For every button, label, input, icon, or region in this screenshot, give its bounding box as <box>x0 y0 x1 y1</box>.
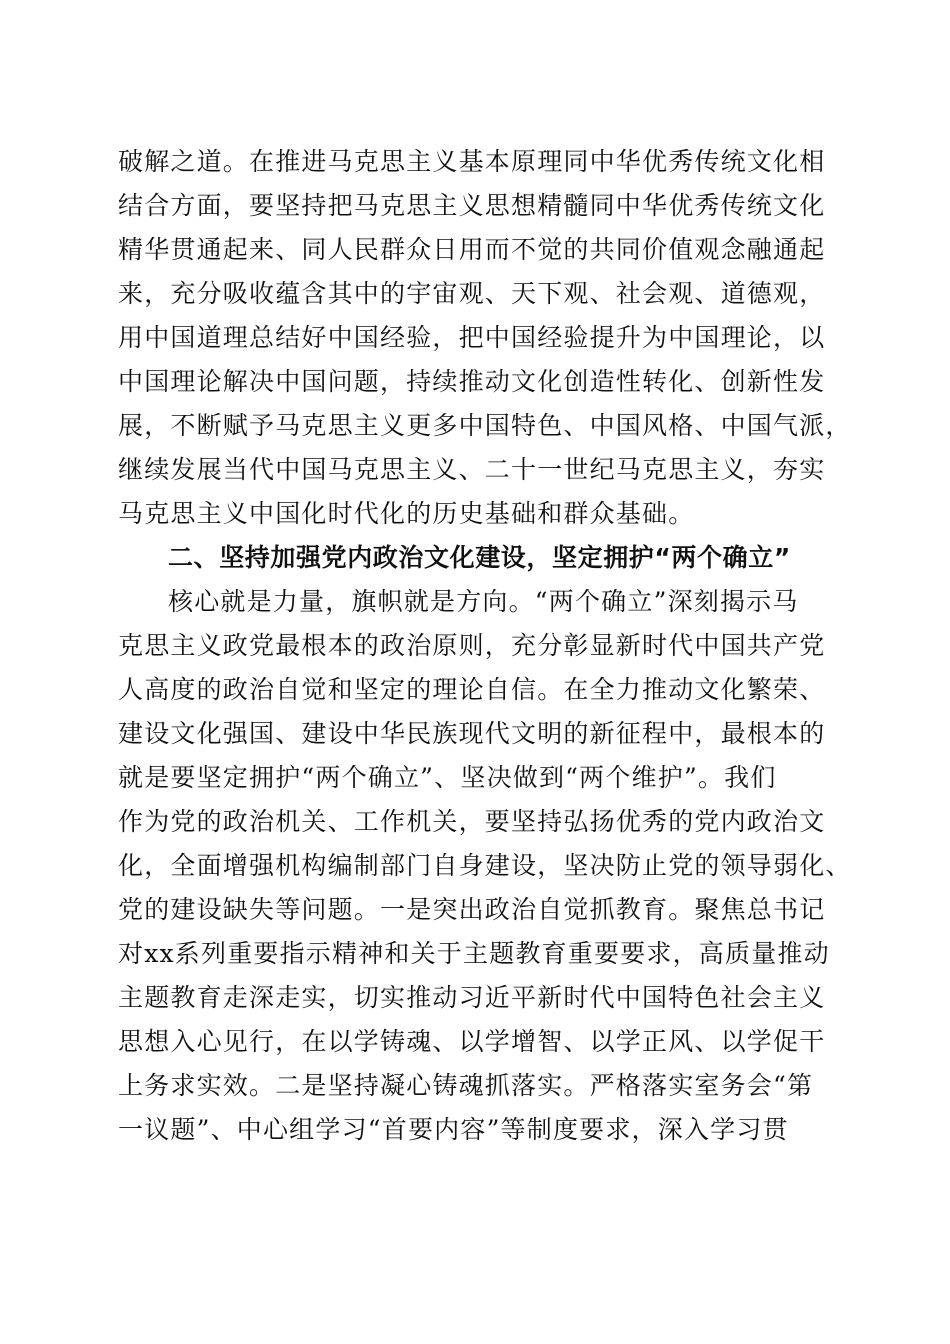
body-text-line: 党的建设缺失等问题。一是突出政治自觉抓教育。聚焦总书记 <box>118 895 826 924</box>
body-text-line: 精华贯通起来、同人民群众日用而不觉的共同价值观念融通起 <box>118 235 826 264</box>
body-text-line: 人高度的政治自觉和坚定的理论自信。在全力推动文化繁荣、 <box>118 675 826 704</box>
body-text-line: 作为党的政治机关、工作机关，要坚持弘扬优秀的党内政治文 <box>118 807 826 836</box>
body-text-line: 中国理论解决中国问题，持续推动文化创造性转化、创新性发 <box>118 367 826 396</box>
body-text-line: 化，全面增强机构编制部门自身建设，坚决防止党的领导弱化、 <box>118 851 852 880</box>
body-text-line: 来，充分吸收蕴含其中的宇宙观、天下观、社会观、道德观， <box>118 279 826 308</box>
body-text-line: 上务求实效。二是坚持凝心铸魂抓落实。严格落实室务会“第 <box>118 1071 814 1100</box>
body-text-line: 对xx系列重要指示精神和关于主题教育重要要求，高质量推动 <box>118 939 830 968</box>
body-text-line: 主题教育走深走实，切实推动习近平新时代中国特色社会主义 <box>118 983 826 1012</box>
body-text-line: 思想入心见行，在以学铸魂、以学增智、以学正风、以学促干 <box>118 1027 826 1056</box>
body-text-line: 马克思主义中国化时代化的历史基础和群众基础。 <box>118 499 695 528</box>
body-text-line: 建设文化强国、建设中华民族现代文明的新征程中，最根本的 <box>118 719 826 748</box>
body-text-line: 就是要坚定拥护“两个确立”、坚决做到“两个维护”。我们 <box>118 763 777 792</box>
section-heading: 二、坚持加强党内政治文化建设，坚定拥护“两个确立” <box>168 543 791 572</box>
body-text-line: 克思主义政党最根本的政治原则，充分彰显新时代中国共产党 <box>118 631 826 660</box>
body-text-line: 结合方面，要坚持把马克思主义思想精髓同中华优秀传统文化 <box>118 191 826 220</box>
body-text-line: 一议题”、中心组学习“首要内容”等制度要求，深入学习贯 <box>118 1115 789 1144</box>
paragraph-first-line: 核心就是力量，旗帜就是方向。“两个确立”深刻揭示马 <box>168 587 799 616</box>
body-text-line: 继续发展当代中国马克思主义、二十一世纪马克思主义，夯实 <box>118 455 826 484</box>
body-text-line: 破解之道。在推进马克思主义基本原理同中华优秀传统文化相 <box>118 147 826 176</box>
body-text-line: 展，不断赋予马克思主义更多中国特色、中国风格、中国气派， <box>118 411 852 440</box>
body-text-line: 用中国道理总结好中国经验，把中国经验提升为中国理论，以 <box>118 323 826 352</box>
